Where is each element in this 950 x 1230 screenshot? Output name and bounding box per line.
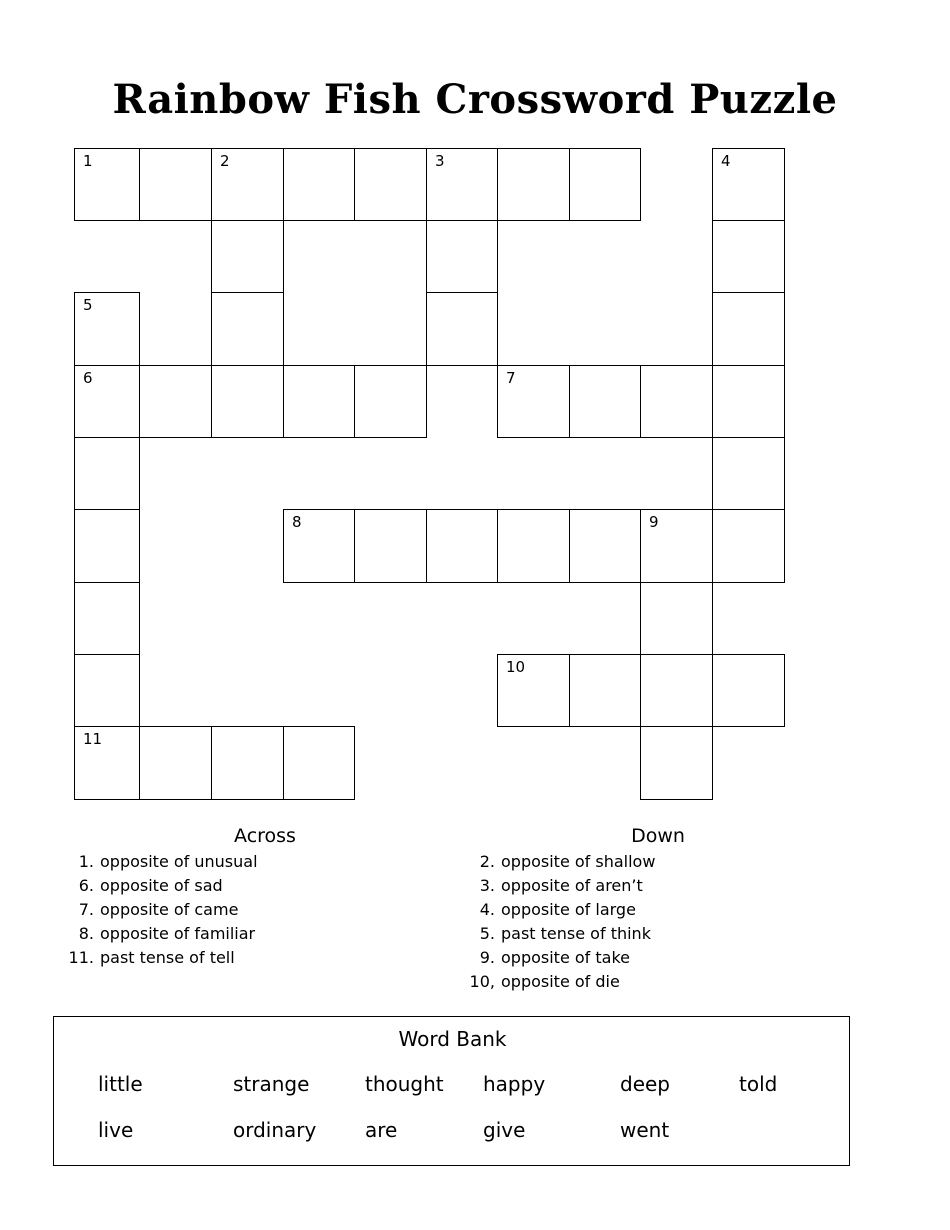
word-bank-word: went [620, 1118, 670, 1142]
clue-text: opposite of take [501, 948, 630, 967]
word-bank-word: live [98, 1118, 134, 1142]
cell-number: 9 [649, 513, 659, 531]
word-bank-word: ordinary [233, 1118, 317, 1142]
clue-text: opposite of sad [100, 876, 223, 895]
cell-number: 6 [83, 369, 93, 387]
crossword-cell[interactable] [712, 148, 785, 221]
crossword-cell[interactable] [569, 148, 641, 221]
down-heading: Down [631, 825, 685, 847]
crossword-cell[interactable] [74, 582, 140, 655]
word-bank-word: happy [483, 1072, 546, 1096]
crossword-cell[interactable] [283, 148, 355, 221]
across-clue-1 [62, 852, 258, 871]
cell-number: 2 [220, 152, 230, 170]
crossword-cell[interactable] [283, 509, 355, 583]
crossword-cell[interactable] [569, 509, 641, 583]
word-bank-word: give [483, 1118, 526, 1142]
cell-number: 7 [506, 369, 516, 387]
clue-text: past tense of tell [100, 948, 235, 967]
crossword-cell[interactable] [283, 365, 355, 438]
clue-text: past tense of think [501, 924, 651, 943]
crossword-cell[interactable] [354, 148, 427, 221]
crossword-cell[interactable] [569, 365, 641, 438]
clue-number: 1. [78, 852, 94, 871]
cell-number: 8 [292, 513, 302, 531]
crossword-cell[interactable] [211, 726, 284, 800]
crossword-cell[interactable] [640, 654, 713, 727]
crossword-cell[interactable] [497, 365, 570, 438]
crossword-cell[interactable] [74, 509, 140, 583]
crossword-cell[interactable] [354, 365, 427, 438]
crossword-cell[interactable] [74, 148, 140, 221]
clue-text: opposite of large [501, 900, 636, 919]
clue-text: opposite of familiar [100, 924, 256, 943]
across-clue-11 [62, 948, 235, 967]
crossword-cell[interactable] [712, 220, 785, 293]
word-bank-word: told [739, 1072, 778, 1096]
crossword-cell[interactable] [211, 365, 284, 438]
clue-text: opposite of shallow [501, 852, 656, 871]
crossword-cell[interactable] [74, 726, 140, 800]
across-clue-8 [62, 924, 255, 943]
cell-number: 5 [83, 296, 93, 314]
down-clue-9 [463, 948, 630, 967]
crossword-cell[interactable] [497, 654, 570, 727]
clue-number: 10, [469, 972, 495, 991]
crossword-cell[interactable] [426, 292, 498, 366]
crossword-cell[interactable] [139, 726, 212, 800]
crossword-cell[interactable] [426, 148, 498, 221]
down-clue-2 [463, 852, 655, 871]
crossword-cell[interactable] [74, 654, 140, 727]
clue-number: 3. [479, 876, 495, 895]
crossword-cell[interactable] [354, 509, 427, 583]
crossword-cell[interactable] [139, 365, 212, 438]
word-bank-word: deep [620, 1072, 670, 1096]
crossword-cell[interactable] [712, 365, 785, 438]
crossword-cell[interactable] [74, 365, 140, 438]
crossword-cell[interactable] [283, 726, 355, 800]
down-clue-10 [463, 972, 620, 991]
crossword-cell[interactable] [640, 365, 713, 438]
clue-number: 2. [479, 852, 495, 871]
cell-number: 11 [83, 730, 103, 748]
crossword-cell[interactable] [211, 220, 284, 293]
clue-number: 4. [479, 900, 495, 919]
clue-text: opposite of came [100, 900, 239, 919]
clue-text: opposite of die [501, 972, 620, 991]
clue-number: 7. [78, 900, 94, 919]
cell-number: 1 [83, 152, 93, 170]
crossword-cell[interactable] [712, 654, 785, 727]
clue-number: 6. [78, 876, 94, 895]
down-clue-3 [463, 876, 643, 895]
crossword-cell[interactable] [139, 148, 212, 221]
clue-number: 5. [479, 924, 495, 943]
word-bank-word: are [365, 1118, 398, 1142]
clue-number: 11. [68, 948, 94, 967]
clue-text: opposite of aren’t [501, 876, 643, 895]
cell-number: 4 [721, 152, 731, 170]
down-clue-5 [463, 924, 651, 943]
word-bank-word: little [98, 1072, 143, 1096]
cell-number: 3 [435, 152, 445, 170]
crossword-cell[interactable] [74, 292, 140, 366]
word-bank-word: strange [233, 1072, 310, 1096]
down-clue-4 [463, 900, 636, 919]
clue-text: opposite of unusual [100, 852, 258, 871]
crossword-cell[interactable] [569, 654, 641, 727]
clue-number: 8. [78, 924, 94, 943]
crossword-cell[interactable] [640, 726, 713, 800]
word-bank [53, 1016, 850, 1166]
crossword-cell[interactable] [426, 220, 498, 293]
crossword-cell[interactable] [74, 437, 140, 510]
cell-number: 10 [506, 658, 526, 676]
crossword-cell[interactable] [712, 509, 785, 583]
word-bank-word: thought [365, 1072, 444, 1096]
word-bank-title: Word Bank [398, 1027, 507, 1051]
across-heading: Across [234, 825, 296, 847]
crossword-cell[interactable] [497, 148, 570, 221]
crossword-cell[interactable] [426, 509, 498, 583]
crossword-cell[interactable] [640, 582, 713, 655]
crossword-cell[interactable] [211, 292, 284, 366]
across-clue-6 [62, 876, 223, 895]
crossword-cell[interactable] [712, 292, 785, 366]
page-title: Rainbow Fish Crossword Puzzle [112, 76, 838, 123]
clue-number: 9. [479, 948, 495, 967]
crossword-cell[interactable] [640, 509, 713, 583]
crossword-cell[interactable] [211, 148, 284, 221]
crossword-cell[interactable] [497, 509, 570, 583]
crossword-cell[interactable] [712, 437, 785, 510]
across-clue-7 [62, 900, 238, 919]
